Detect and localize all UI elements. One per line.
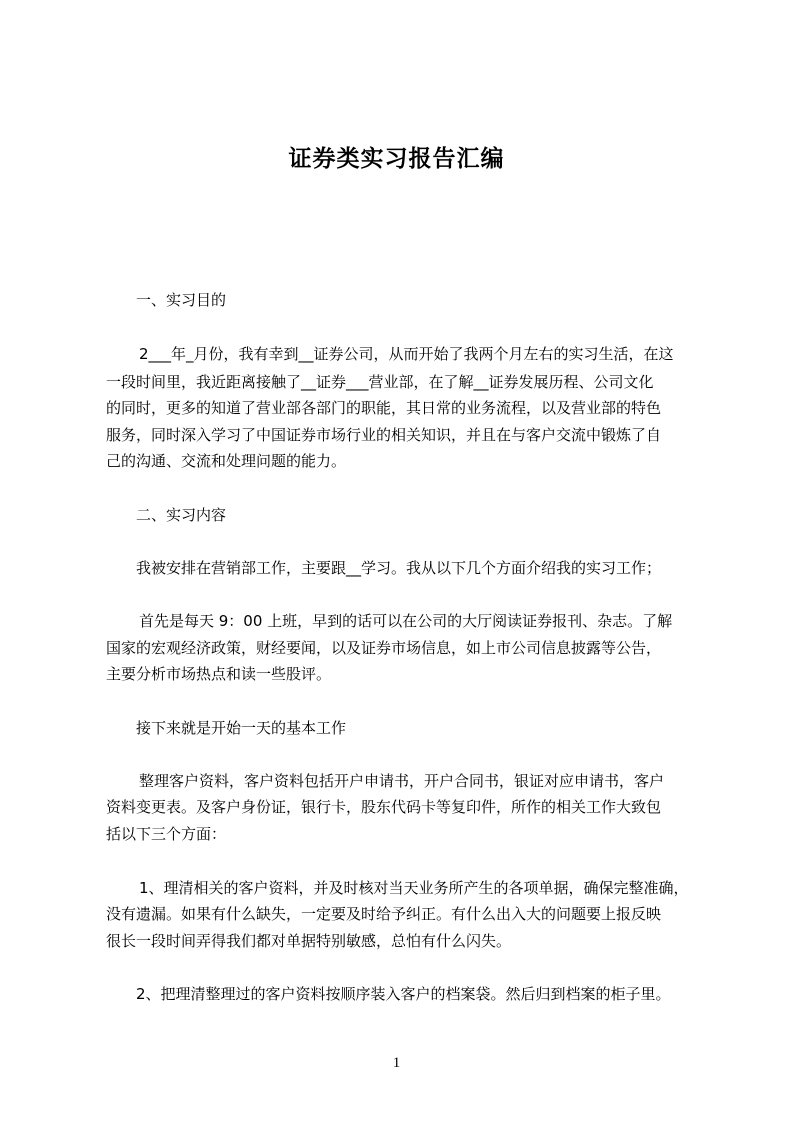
paragraph-line: 1、理清相关的客户资料，并及时核对当天业务所产生的各项单据，确保完整准确， <box>139 879 689 897</box>
paragraph-line: 首先是每天 9：00 上班，早到的话可以在公司的大厅阅读证券报刊、杂志。了解 <box>139 612 673 630</box>
document-title: 证券类实习报告汇编 <box>288 146 505 172</box>
paragraph-line: 括以下三个方面： <box>106 825 227 843</box>
paragraph-line: 2___年_月份，我有幸到__证券公司，从而开始了我两个月左右的实习生活，在这 <box>139 345 674 363</box>
paragraph-line: 很长一段时间弄得我们都对单据特别敏感，总怕有什么闪失。 <box>106 932 512 950</box>
section-heading-purpose: 一、实习目的 <box>136 291 227 309</box>
paragraph-line: 主要分析市场热点和读一些股评。 <box>106 665 332 683</box>
paragraph-line: 的同时，更多的知道了营业部各部门的职能，其日常的业务流程，以及营业部的特色 <box>106 399 662 417</box>
paragraph-line: 国家的宏观经济政策，财经要闻，以及证券市场信息，如上市公司信息披露等公告， <box>106 639 662 657</box>
paragraph-line: 服务，同时深入学习了中国证券市场行业的相关知识，并且在与客户交流中锻炼了自 <box>106 426 662 444</box>
paragraph-line: 我被安排在营销部工作，主要跟__学习。我从以下几个方面介绍我的实习工作； <box>136 559 662 577</box>
section-heading-content: 二、实习内容 <box>136 506 227 524</box>
paragraph-line: 接下来就是开始一天的基本工作 <box>136 719 347 737</box>
page-number: 1 <box>392 1055 401 1071</box>
paragraph-line: 没有遗漏。如果有什么缺失，一定要及时给予纠正。有什么出入大的问题要上报反映 <box>106 905 662 923</box>
paragraph-line: 2、把理清整理过的客户资料按顺序装入客户的档案袋。然后归到档案的柜子里。 <box>136 985 671 1003</box>
paragraph-line: 己的沟通、交流和处理问题的能力。 <box>106 452 347 470</box>
paragraph-line: 资料变更表。及客户身份证，银行卡，股东代码卡等复印件，所作的相关工作大致包 <box>106 798 662 816</box>
paragraph-line: 一段时间里，我近距离接触了__证券___营业部，在了解__证券发展历程、公司文化 <box>106 373 654 391</box>
paragraph-line: 整理客户资料，客户资料包括开户申请书，开户合同书，银证对应申请书，客户 <box>139 772 665 790</box>
